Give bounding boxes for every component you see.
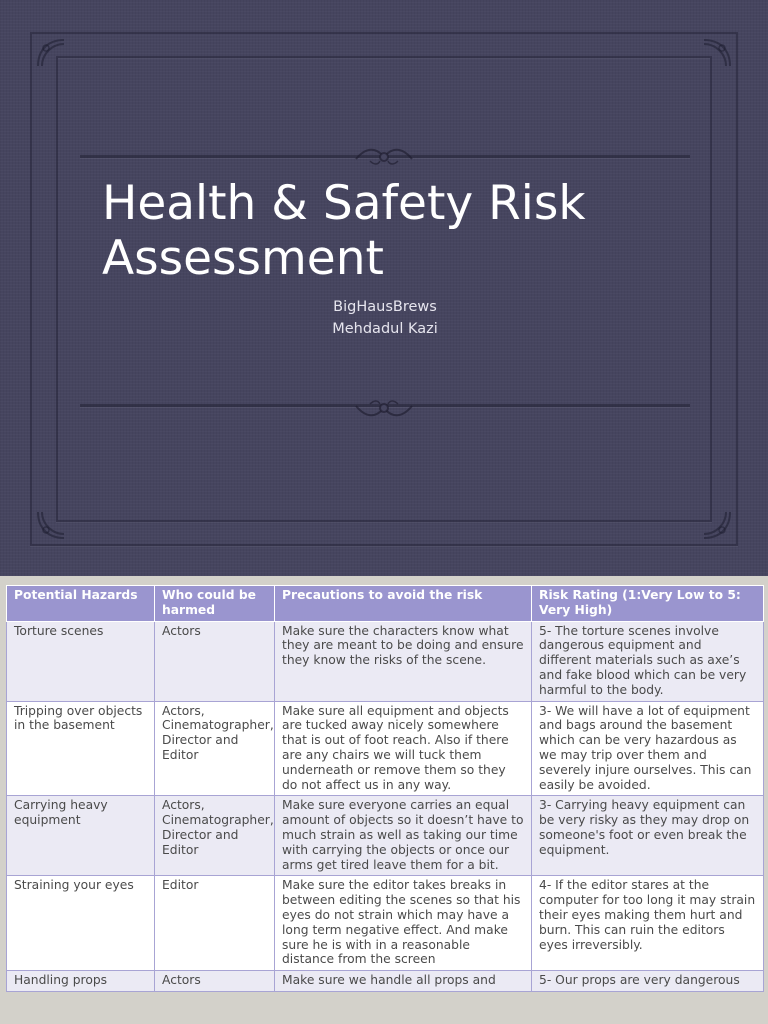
slide-subtitle (250, 296, 520, 340)
corner-ornament-icon (700, 36, 734, 70)
hazard-cell: Carrying heavy equipment (7, 796, 155, 876)
table-row (7, 621, 764, 701)
header-risk-rating: Risk Rating (1:Very Low to 5: Very High) (532, 586, 764, 622)
who-cell: Actors (155, 621, 275, 701)
table-row (7, 971, 764, 992)
who-cell: Actors, Cinematographer, Director and Editor (155, 796, 275, 876)
rating-cell: 5- The torture scenes involve dangerous equipment and different materials such as axe’s and fake blood which can be very harmful to the body. (532, 621, 764, 701)
slide-inner-frame (56, 56, 712, 522)
table-row (7, 701, 764, 796)
table-header-row (7, 586, 764, 622)
scroll-ornament-icon (352, 398, 416, 420)
scroll-ornament-icon (352, 145, 416, 167)
slide-title: Health & Safety Risk Assessment (102, 176, 586, 286)
who-cell: Actors, Cinematographer, Director and Editor (155, 701, 275, 796)
precautions-cell: Make sure all equipment and objects are tucked away nicely somewhere that is out of foot reach. Also if there are any chairs we will tuck them underneath or remove them so they do not affect us in any way. (275, 701, 532, 796)
rating-cell: 4- If the editor stares at the computer for too long it may strain their eyes making them hurt and burn. This can ruin the editors eyes irreversibly. (532, 876, 764, 971)
rating-cell: 3- We will have a lot of equipment and bags around the basement which can be very hazardous as we may trip over them and severely injure ourselves. This can easily be avoided. (532, 701, 764, 796)
hazard-cell: Tripping over objects in the basement (7, 701, 155, 796)
header-who-could-be-harmed: Who could be harmed (155, 586, 275, 622)
risk-table-slide (0, 576, 768, 1024)
table-row (7, 796, 764, 876)
who-cell: Editor (155, 876, 275, 971)
hazard-cell: Torture scenes (7, 621, 155, 701)
precautions-cell: Make sure the editor takes breaks in between editing the scenes so that his eyes do not strain which may have a long term negative effect. And make sure he is with in a reasonable distance from the screen (275, 876, 532, 971)
precautions-cell: Make sure we handle all props and (275, 971, 532, 992)
risk-assessment-table (6, 585, 764, 992)
precautions-cell: Make sure the characters know what they are meant to be doing and ensure they know the risks of the scene. (275, 621, 532, 701)
header-potential-hazards: Potential Hazards (7, 586, 155, 622)
table-row (7, 876, 764, 971)
author-name: Mehdadul Kazi (332, 321, 438, 337)
rating-cell: 3- Carrying heavy equipment can be very risky as they may drop on someone's foot or even break the equipment. (532, 796, 764, 876)
header-precautions: Precautions to avoid the risk (275, 586, 532, 622)
hazard-cell: Straining your eyes (7, 876, 155, 971)
who-cell: Actors (155, 971, 275, 992)
corner-ornament-icon (34, 508, 68, 542)
rating-cell: 5- Our props are very dangerous (532, 971, 764, 992)
precautions-cell: Make sure everyone carries an equal amount of objects so it doesn’t have to much strain as well as taking our time with carrying the objects or once our arms get tired leave them for a bit. (275, 796, 532, 876)
hazard-cell: Handling props (7, 971, 155, 992)
company-name: BigHausBrews (333, 299, 437, 315)
corner-ornament-icon (700, 508, 734, 542)
corner-ornament-icon (34, 36, 68, 70)
